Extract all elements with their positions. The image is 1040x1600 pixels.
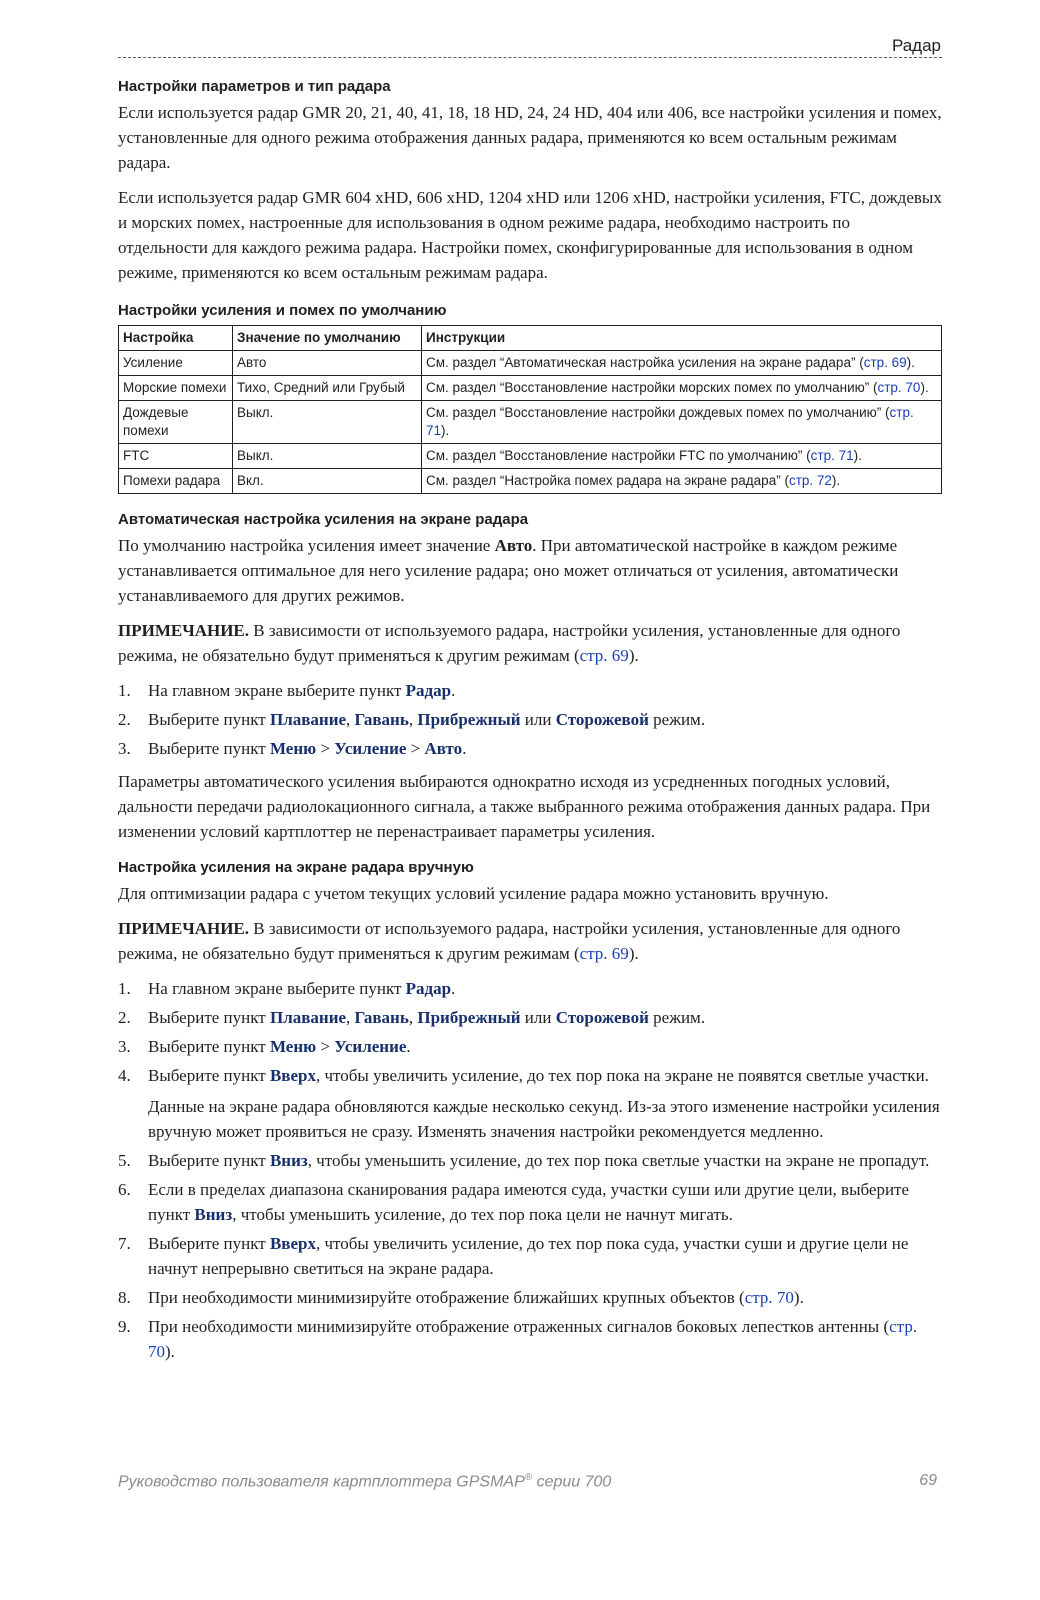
list-item — [118, 1231, 942, 1281]
steps-list-manual-gain — [118, 976, 942, 1364]
text: режим. — [648, 710, 706, 729]
table-header-cell: Инструкции — [422, 326, 942, 351]
text: . При автоматической настройке в каждом режиме устанавливается оптимальное для него усиление радара; оно может отличаться от усиления, автоматически устанавливаемого для других режимов. — [118, 536, 899, 605]
menu-item-radar: Радар — [405, 979, 452, 998]
header-rule — [118, 57, 942, 58]
menu-item-up: Вверх — [269, 1234, 316, 1253]
table-cell-setting: FTC — [119, 444, 233, 469]
paragraph: Параметры автоматического усиления выбираются однократно исходя из усредненных погодных условий, дальности передачи радиолокационного сигнала, а также выбранного режима отображения данных радара. При изменении условий картплоттер не перенастраивает параметры усиления. — [118, 772, 931, 841]
text: ). — [165, 1342, 175, 1361]
table-cell-instructions — [422, 469, 942, 494]
list-item — [118, 1285, 942, 1310]
list-item — [118, 1005, 942, 1030]
step-number: 2. — [118, 1008, 131, 1027]
menu-item-down: Вниз — [194, 1205, 233, 1224]
table-row — [119, 444, 942, 469]
text: Выберите пункт — [148, 710, 270, 729]
list-item — [118, 1063, 942, 1144]
step-number: 2. — [118, 710, 131, 729]
note-paragraph — [118, 618, 942, 668]
page-number: 69 — [919, 1472, 937, 1489]
text: , чтобы уменьшить усиление, до тех пор пока цели не начнут мигать. — [232, 1205, 733, 1224]
table-cell-instructions — [422, 376, 942, 401]
step-number: 8. — [118, 1288, 131, 1307]
text: , — [408, 710, 418, 729]
text: ). — [793, 1288, 804, 1307]
page-link[interactable]: стр. 71 — [426, 405, 914, 438]
running-header-title: Радар — [891, 36, 941, 55]
text: Выберите пункт — [148, 1234, 270, 1253]
text: Если в пределах диапазона сканирования радара имеются суда, участки суши или другие цели, выберите пункт — [148, 1180, 910, 1224]
text: Выберите пункт — [148, 1008, 270, 1027]
instruction-text: См. раздел “Восстановление настройки FTC по умолчанию” ( — [426, 448, 811, 463]
text: На главном экране выберите пункт — [148, 681, 406, 700]
text: Выберите пункт — [148, 1151, 270, 1170]
menu-item-offshore: Прибрежный — [417, 1008, 521, 1027]
footer-manual-title — [118, 1472, 611, 1491]
text: , — [408, 1008, 418, 1027]
text: Выберите пункт — [148, 1066, 270, 1085]
table-cell-setting: Помехи радара — [119, 469, 233, 494]
table-row — [119, 376, 942, 401]
text: , — [346, 1008, 355, 1027]
step-number: 6. — [118, 1180, 131, 1199]
menu-item-menu: Меню — [269, 739, 317, 758]
page-link[interactable]: стр. 70 — [744, 1288, 794, 1307]
page-link[interactable]: стр. 72 — [788, 473, 832, 488]
list-item — [118, 736, 942, 761]
table-cell-default: Вкл. — [233, 469, 422, 494]
note-text: В зависимости от используемого радара, настройки усиления, установленные для одного режима, не обязательно будут применяться к другим режимам ( — [118, 919, 901, 963]
step-number: 7. — [118, 1234, 131, 1253]
text: или — [520, 710, 556, 729]
text: ). — [628, 944, 639, 963]
table-cell-setting: Усиление — [119, 351, 233, 376]
paragraph — [118, 533, 942, 608]
instruction-text: См. раздел “Автоматическая настройка усиления на экране радара” ( — [426, 355, 864, 370]
page-link[interactable]: стр. 70 — [877, 380, 921, 395]
section-heading-default-settings: Настройки усиления и помех по умолчанию — [118, 302, 447, 319]
list-item — [118, 1034, 942, 1059]
list-item — [118, 707, 942, 732]
text: . — [406, 1037, 411, 1056]
text: Выберите пункт — [148, 739, 270, 758]
menu-item-radar: Радар — [405, 681, 452, 700]
default-settings-table — [118, 325, 942, 494]
table-header-cell: Значение по умолчанию — [233, 326, 422, 351]
menu-item-gain: Усиление — [334, 739, 407, 758]
page-link[interactable]: стр. 70 — [148, 1317, 918, 1361]
step-number: 9. — [118, 1317, 131, 1336]
menu-item-gain: Усиление — [334, 1037, 407, 1056]
steps-list-auto-gain — [118, 678, 942, 761]
page-link[interactable]: стр. 69 — [579, 944, 629, 963]
table-cell-default: Выкл. — [233, 401, 422, 444]
text: . — [451, 979, 456, 998]
text: > — [316, 1037, 335, 1056]
text: режим. — [648, 1008, 706, 1027]
instruction-end: ). — [906, 355, 915, 370]
note-label: ПРИМЕЧАНИЕ. — [118, 919, 250, 938]
step-note: Данные на экране радара обновляются каждые несколько секунд. Из-за этого изменение настройки усиления вручную может проявиться не сразу. Изменять значения настройки рекомендуется медленно. — [148, 1097, 940, 1141]
table-header-cell: Настройка — [119, 326, 233, 351]
text: На главном экране выберите пункт — [148, 979, 406, 998]
step-number: 4. — [118, 1066, 131, 1085]
list-item — [118, 678, 942, 703]
table-cell-default: Авто — [233, 351, 422, 376]
table-cell-default: Тихо, Средний или Грубый — [233, 376, 422, 401]
paragraph: Если используется радар GMR 604 xHD, 606 xHD, 1204 xHD или 1206 xHD, настройки усиления, FTC, дождевых и морских помех, настроенные для использования в одном режиме радара, необходимо настроить по отдельности для каждого режима радара. Настройки помех, сконфигурированные для использования в одном режиме, применяются ко всем остальным режимам радара. — [118, 188, 942, 282]
instruction-text: См. раздел “Настройка помех радара на экране радара” ( — [426, 473, 789, 488]
list-item — [118, 1177, 942, 1227]
text: ). — [628, 646, 639, 665]
instruction-text: См. раздел “Восстановление настройки морских помех по умолчанию” ( — [426, 380, 878, 395]
list-item — [118, 976, 942, 1001]
table-cell-setting: Дождевые помехи — [119, 401, 233, 444]
footer-title-text: Руководство пользователя картплоттера GPSMAP — [118, 1473, 525, 1491]
page-link[interactable]: стр. 71 — [810, 448, 854, 463]
list-item — [118, 1314, 942, 1364]
table-cell-default: Выкл. — [233, 444, 422, 469]
text: При необходимости минимизируйте отображение ближайших крупных объектов ( — [148, 1288, 745, 1307]
text: или — [520, 1008, 556, 1027]
step-number: 1. — [118, 681, 131, 700]
text: Выберите пункт — [148, 1037, 270, 1056]
table-cell-instructions — [422, 351, 942, 376]
menu-item-offshore: Прибрежный — [417, 710, 521, 729]
instruction-text: См. раздел “Восстановление настройки дождевых помех по умолчанию” ( — [426, 405, 890, 420]
text: , чтобы уменьшить усиление, до тех пор пока светлые участки на экране не пропадут. — [307, 1151, 930, 1170]
note-text: В зависимости от используемого радара, настройки усиления, установленные для одного режима, не обязательно будут применяться к другим режимам ( — [118, 621, 901, 665]
paragraph: Для оптимизации радара с учетом текущих условий усиление радара можно установить вручную. — [118, 884, 829, 903]
page-link[interactable]: стр. 69 — [863, 355, 907, 370]
section-heading-manual-gain: Настройка усиления на экране радара вручную — [118, 859, 474, 876]
footer-title-end: серии 700 — [532, 1473, 612, 1491]
menu-item-harbor: Гавань — [354, 710, 409, 729]
step-number: 3. — [118, 739, 131, 758]
menu-item-guard: Сторожевой — [555, 1008, 649, 1027]
note-label: ПРИМЕЧАНИЕ. — [118, 621, 250, 640]
text: > — [406, 739, 425, 758]
table-cell-setting: Морские помехи — [119, 376, 233, 401]
text: , чтобы увеличить усиление, до тех пор пока суда, участки суши и другие цели не начнут непрерывно светиться на экране радара. — [148, 1234, 909, 1278]
text: , чтобы увеличить усиление, до тех пор пока на экране не появятся светлые участки. — [316, 1066, 929, 1085]
note-paragraph — [118, 916, 942, 966]
table-header-row — [119, 326, 942, 351]
page-content — [118, 77, 942, 1372]
menu-item-guard: Сторожевой — [555, 710, 649, 729]
step-number: 3. — [118, 1037, 131, 1056]
text: , — [346, 710, 355, 729]
text: . — [451, 681, 456, 700]
menu-item-menu: Меню — [269, 1037, 317, 1056]
registered-mark: ® — [524, 1472, 533, 1483]
page-link[interactable]: стр. 69 — [579, 646, 629, 665]
text: . — [462, 739, 467, 758]
text: По умолчанию настройка усиления имеет значение — [118, 536, 495, 555]
instruction-end: ). — [831, 473, 841, 488]
menu-item-down: Вниз — [269, 1151, 308, 1170]
section-heading-auto-gain: Автоматическая настройка усиления на экране радара — [118, 511, 529, 528]
section-heading-radar-settings: Настройки параметров и тип радара — [118, 78, 391, 95]
menu-item-auto: Авто — [424, 739, 463, 758]
step-number: 5. — [118, 1151, 131, 1170]
menu-item-harbor: Гавань — [354, 1008, 409, 1027]
instruction-end: ). — [853, 448, 862, 463]
menu-item-up: Вверх — [269, 1066, 316, 1085]
table-row — [119, 351, 942, 376]
bold-text: Авто — [494, 536, 533, 555]
table-cell-instructions — [422, 444, 942, 469]
step-number: 1. — [118, 979, 131, 998]
list-item — [118, 1148, 942, 1173]
table-cell-instructions — [422, 401, 942, 444]
text: > — [316, 739, 335, 758]
instruction-end: ). — [920, 380, 929, 395]
table-row — [119, 401, 942, 444]
menu-item-cruising: Плавание — [269, 1008, 347, 1027]
table-row — [119, 469, 942, 494]
instruction-end: ). — [441, 423, 450, 438]
text: При необходимости минимизируйте отображение отраженных сигналов боковых лепестков антенны ( — [148, 1317, 890, 1336]
paragraph: Если используется радар GMR 20, 21, 40, 41, 18, 18 HD, 24, 24 HD, 404 или 406, все настройки усиления и помех, установленные для одного режима отображения данных радара, применяются ко всем остальным режимам радара. — [118, 103, 942, 172]
menu-item-cruising: Плавание — [269, 710, 347, 729]
